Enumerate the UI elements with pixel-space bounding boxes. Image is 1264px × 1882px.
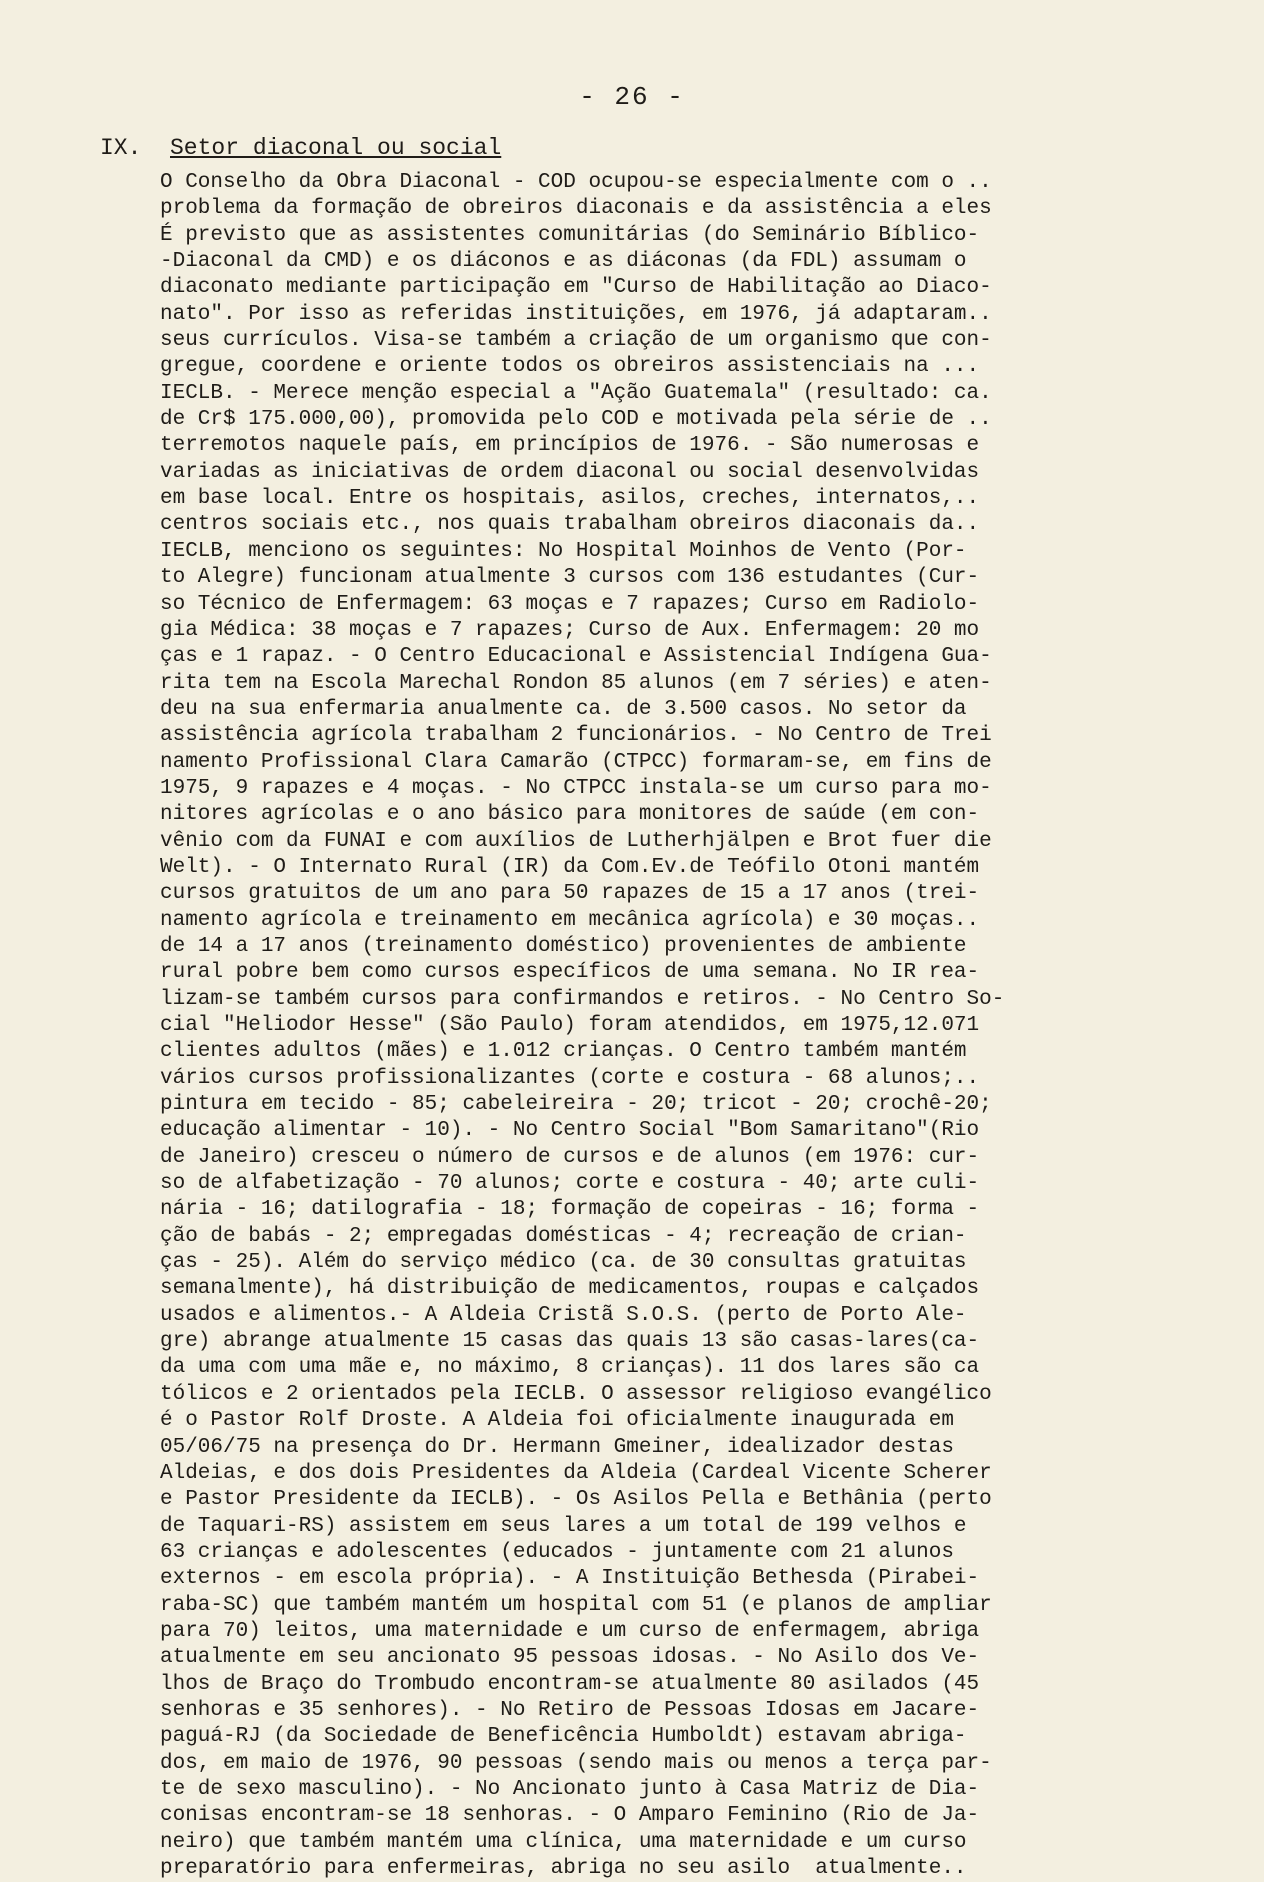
text-line: problema da formação de obreiros diaconais e da assistência a eles xyxy=(160,197,992,221)
text-line: terremotos naquele país, em princípios de 1976. - São numerosas e xyxy=(160,434,980,458)
text-line: so de alfabetização - 70 alunos; corte e costura - 40; arte culi- xyxy=(160,1172,980,1196)
text-line: nitores agrícolas e o ano básico para monitores de saúde (em con- xyxy=(160,803,980,827)
text-line: rita tem na Escola Marechal Rondon 85 alunos (em 7 séries) e aten- xyxy=(160,671,992,695)
text-line: 1975, 9 rapazes e 4 moças. - No CTPCC instala-se um curso para mo- xyxy=(160,776,992,800)
text-line: Welt). - O Internato Rural (IR) da Com.Ev.de Teófilo Otoni mantém xyxy=(160,855,980,879)
text-line: pintura em tecido - 85; cabeleireira - 20; tricot - 20; crochê-20; xyxy=(160,1093,992,1117)
text-line: O Conselho da Obra Diaconal - COD ocupou-se especialmente com o .. xyxy=(160,171,992,194)
text-line: 05/06/75 na presença do Dr. Hermann Gmeiner, idealizador destas xyxy=(160,1435,954,1459)
text-line: lizam-se também cursos para confirmandos e retiros. - No Centro So- xyxy=(160,987,1005,1011)
text-line: cial "Heliodor Hesse" (São Paulo) foram atendidos, em 1975,12.071 xyxy=(160,1014,980,1037)
text-line: da uma com uma mãe e, no máximo, 8 crianças). 11 dos lares são ca xyxy=(160,1356,980,1380)
text-line: e Pastor Presidente da IECLB). - Os Asilos Pella e Bethânia (perto xyxy=(160,1488,992,1512)
text-line: nária - 16; datilografia - 18; formação de copeiras - 16; forma - xyxy=(160,1198,980,1222)
text-line: neiro) que também mantém uma clínica, uma maternidade e um curso xyxy=(160,1830,967,1854)
section-heading xyxy=(100,135,501,161)
text-line: em base local. Entre os hospitais, asilos, creches, internatos,.. xyxy=(160,487,980,511)
text-line: diaconato mediante participação em "Curso de Habilitação ao Diaco- xyxy=(160,276,992,300)
text-line: gregue, coordene e oriente todos os obreiros assistenciais na ... xyxy=(160,355,980,379)
text-line: de Taquari-RS) assistem em seus lares a um total de 199 velhos e xyxy=(160,1514,967,1538)
text-line: deu na sua enfermaria anualmente ca. de 3.500 casos. No setor da xyxy=(160,697,967,721)
text-line: dos, em maio de 1976, 90 pessoas (sendo mais ou menos a terça par- xyxy=(160,1751,992,1775)
text-line: rural pobre bem como cursos específicos de uma semana. No IR rea- xyxy=(160,961,980,985)
text-line: namento Profissional Clara Camarão (CTPCC) formaram-se, em fins de xyxy=(160,750,992,774)
body-paragraph xyxy=(160,170,1140,1882)
text-line: paguá-RJ (da Sociedade de Beneficência Humboldt) estavam abriga- xyxy=(160,1725,967,1749)
section-title: Setor diaconal ou social xyxy=(170,135,502,161)
text-line: usados e alimentos.- A Aldeia Cristã S.O.S. (perto de Porto Ale- xyxy=(160,1303,967,1327)
text-line: é o Pastor Rolf Droste. A Aldeia foi oficialmente inaugurada em xyxy=(160,1409,954,1433)
text-line: centros sociais etc., nos quais trabalham obreiros diaconais da.. xyxy=(160,513,980,537)
text-line: gre) abrange atualmente 15 casas das quais 13 são casas-lares(ca- xyxy=(160,1330,980,1354)
text-line: externos - em escola própria). - A Instituição Bethesda (Pirabei- xyxy=(160,1567,980,1591)
text-line: É previsto que as assistentes comunitárias (do Seminário Bíblico- xyxy=(160,223,980,247)
text-line: lhos de Braço do Trombudo encontram-se atualmente 80 asilados (45 xyxy=(160,1672,980,1696)
text-line: nato". Por isso as referidas instituições, em 1976, já adaptaram.. xyxy=(160,302,992,326)
text-line: namento agrícola e treinamento em mecânica agrícola) e 30 moças.. xyxy=(160,908,980,932)
text-line: IECLB, menciono os seguintes: No Hospital Moinhos de Vento (Por- xyxy=(160,539,967,563)
text-line: tólicos e 2 orientados pela IECLB. O assessor religioso evangélico xyxy=(160,1382,992,1406)
text-line: so Técnico de Enfermagem: 63 moças e 7 rapazes; Curso em Radiolo- xyxy=(160,592,980,616)
text-line: atualmente em seu ancionato 95 pessoas idosas. - No Asilo dos Ve- xyxy=(160,1646,980,1670)
text-line: para 70) leitos, uma maternidade e um curso de enfermagem, abriga xyxy=(160,1619,980,1643)
text-line: de 14 a 17 anos (treinamento doméstico) provenientes de ambiente xyxy=(160,934,967,958)
text-line: de Janeiro) cresceu o número de cursos e de alunos (em 1976: cur- xyxy=(160,1145,980,1169)
text-line: ças e 1 rapaz. - O Centro Educacional e Assistencial Indígena Gua- xyxy=(160,645,992,669)
text-line: cursos gratuitos de um ano para 50 rapazes de 15 a 17 anos (trei- xyxy=(160,882,980,906)
text-line: senhoras e 35 senhores). - No Retiro de Pessoas Idosas em Jacare- xyxy=(160,1698,980,1722)
text-line: vários cursos profissionalizantes (corte e costura - 68 alunos;.. xyxy=(160,1066,980,1090)
text-line: Aldeias, e dos dois Presidentes da Aldeia (Cardeal Vicente Scherer xyxy=(160,1461,992,1485)
text-line: -Diaconal da CMD) e os diáconos e as diáconas (da FDL) assumam o xyxy=(160,250,967,274)
text-line: clientes adultos (mães) e 1.012 crianças. O Centro também mantém xyxy=(160,1040,967,1064)
text-line: IECLB. - Merece menção especial a "Ação Guatemala" (resultado: ca. xyxy=(160,381,992,405)
text-line: ção de babás - 2; empregadas domésticas - 4; recreação de crian- xyxy=(160,1224,967,1248)
text-line: te de sexo masculino). - No Ancionato junto à Casa Matriz de Dia- xyxy=(160,1777,980,1801)
text-line: seus currículos. Visa-se também a criação de um organismo que con- xyxy=(160,329,992,353)
text-line: raba-SC) que também mantém um hospital com 51 (e planos de ampliar xyxy=(160,1593,992,1617)
text-line: ças - 25). Além do serviço médico (ca. de 30 consultas gratuitas xyxy=(160,1251,967,1275)
text-line: variadas as iniciativas de ordem diaconal ou social desenvolvidas xyxy=(160,460,980,484)
section-number: IX. xyxy=(100,135,142,161)
text-line: educação alimentar - 10). - No Centro Social "Bom Samaritano"(Rio xyxy=(160,1119,980,1143)
text-line: preparatório para enfermeiras, abriga no seu asilo atualmente.. xyxy=(160,1857,967,1880)
text-line: de Cr$ 175.000,00), promovida pelo COD e motivada pela série de .. xyxy=(160,408,992,432)
text-line: 63 crianças e adolescentes (educados - juntamente com 21 alunos xyxy=(160,1540,954,1564)
page-number: - 26 - xyxy=(579,82,685,112)
text-line: to Alegre) funcionam atualmente 3 cursos com 136 estudantes (Cur- xyxy=(160,566,980,590)
text-line: gia Médica: 38 moças e 7 rapazes; Curso de Aux. Enfermagem: 20 mo xyxy=(160,618,980,642)
text-line: vênio com da FUNAI e com auxílios de Lutherhjälpen e Brot fuer die xyxy=(160,829,992,853)
text-line: assistência agrícola trabalham 2 funcionários. - No Centro de Trei xyxy=(160,724,992,748)
text-line: conisas encontram-se 18 senhoras. - O Amparo Feminino (Rio de Ja- xyxy=(160,1804,980,1828)
text-line: semanalmente), há distribuição de medicamentos, roupas e calçados xyxy=(160,1277,980,1301)
